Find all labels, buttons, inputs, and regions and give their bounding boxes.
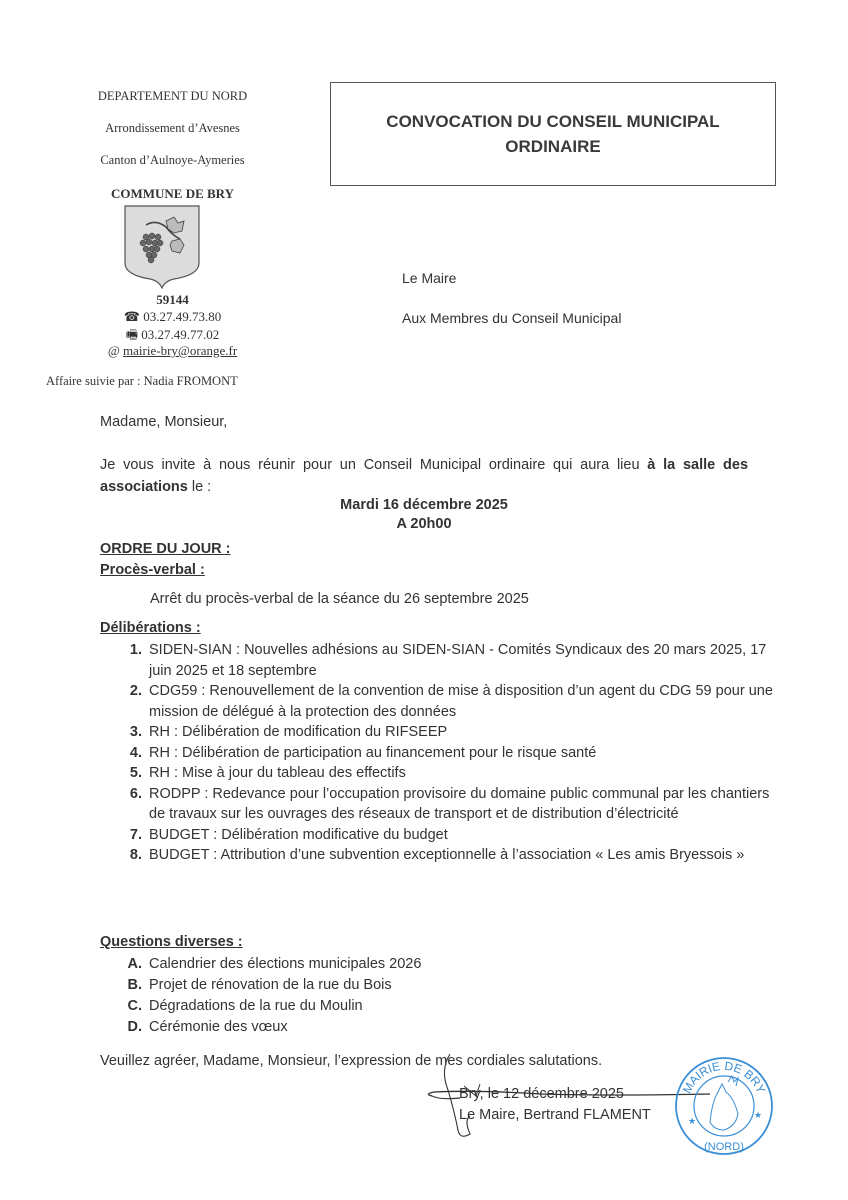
- svg-text:★: ★: [754, 1110, 763, 1120]
- deliberations-list: [100, 640, 780, 866]
- item-text: BUDGET : Attribution d’une subvention exceptionnelle à l’association « Les amis Bryessois »: [149, 847, 745, 863]
- list-item: [100, 722, 780, 743]
- list-item: [100, 640, 780, 681]
- sender: Le Maire: [402, 270, 457, 286]
- minutes-heading: Procès-verbal :: [100, 562, 205, 578]
- misc-questions-list: [100, 954, 780, 1038]
- list-item: [100, 743, 780, 764]
- item-number: 3.: [129, 724, 142, 740]
- salutation: Madame, Monsieur,: [100, 414, 228, 430]
- phone-number: 03.27.49.73.80: [143, 309, 222, 324]
- list-item: [100, 1017, 780, 1038]
- item-text: CDG59 : Renouvellement de la convention de mise à disposition d’un agent du CDG 59 pour une mission de délégué à la protection des données: [149, 683, 773, 720]
- stamp-bottom-text: (NORD): [704, 1141, 744, 1153]
- place-and-date: Bry, le 12 décembre 2025: [459, 1086, 624, 1102]
- fax-number: 03.27.49.77.02: [141, 327, 220, 342]
- svg-text:MAIRIE DE BRY: [680, 1059, 768, 1096]
- fax-icon: 🖷: [125, 327, 139, 342]
- postal-code: 59144: [156, 292, 189, 307]
- department-label: DEPARTEMENT DU NORD: [97, 89, 248, 103]
- list-item: [100, 975, 780, 996]
- item-number: 2.: [129, 683, 142, 699]
- list-item: [100, 825, 780, 846]
- agenda-heading: ORDRE DU JOUR :: [100, 541, 231, 557]
- item-text: Calendrier des élections municipales 2026: [149, 956, 422, 972]
- coat-of-arms-icon: [122, 203, 202, 289]
- list-item: [100, 954, 780, 975]
- closing-formula: Veuillez agréer, Madame, Monsieur, l’expression de mes cordiales salutations.: [100, 1053, 603, 1069]
- item-text: Dégradations de la rue du Moulin: [149, 998, 363, 1014]
- canton-label: Canton d’Aulnoye-Aymeries: [100, 153, 245, 167]
- minutes-item: Arrêt du procès-verbal de la séance du 26 septembre 2025: [150, 591, 529, 607]
- town-hall-stamp: [672, 1052, 776, 1156]
- item-text: RH : Délibération de modification du RIFSEEP: [149, 724, 448, 740]
- item-text: SIDEN-SIAN : Nouvelles adhésions au SIDEN-SIAN - Comités Syndicaux des 20 mars 2025, 17 juin 2025 et 18 septembre: [149, 642, 767, 679]
- item-letter: C.: [127, 998, 142, 1014]
- item-text: RH : Mise à jour du tableau des effectifs: [149, 765, 406, 781]
- signatory: Le Maire, Bertrand FLAMENT: [459, 1107, 651, 1123]
- item-number: 7.: [129, 826, 142, 843]
- meeting-time: A 20h00: [396, 516, 452, 532]
- list-item: [100, 784, 780, 825]
- item-number: 5.: [129, 765, 142, 781]
- list-item: [100, 996, 780, 1017]
- arrondissement-label: Arrondissement d’Avesnes: [105, 121, 240, 135]
- at-icon: @: [107, 343, 120, 358]
- invitation-paragraph: [100, 454, 748, 498]
- item-text: RH : Délibération de participation au financement pour le risque santé: [149, 744, 597, 761]
- item-letter: B.: [127, 977, 142, 993]
- title-line-1: CONVOCATION DU CONSEIL MUNICIPAL: [386, 112, 720, 131]
- invite-suffix: le :: [187, 479, 212, 495]
- item-text: Projet de rénovation de la rue du Bois: [149, 977, 392, 993]
- document-title-box: [330, 82, 776, 186]
- stamp-top-text: MAIRIE DE BRY: [679, 1058, 769, 1096]
- meeting-date: Mardi 16 décembre 2025: [340, 497, 508, 513]
- title-line-2: ORDINAIRE: [505, 137, 601, 156]
- item-number: 1.: [129, 642, 142, 658]
- item-text: RODPP : Redevance pour l’occupation provisoire du domaine public communal par les chantiers de travaux sur les ouvrages des réseaux de transport et de distribution d’électricité: [149, 785, 770, 822]
- meeting-venue: à la salle des associations: [100, 457, 749, 495]
- item-letter: D.: [127, 1019, 142, 1035]
- item-number: 8.: [129, 847, 142, 863]
- phone-icon: ☎: [123, 309, 140, 324]
- email-link[interactable]: mairie-bry@orange.fr: [123, 343, 238, 358]
- misc-questions-heading: Questions diverses :: [100, 934, 243, 950]
- recipient: Aux Membres du Conseil Municipal: [402, 310, 622, 326]
- item-letter: A.: [127, 956, 142, 972]
- email-line: [40, 343, 305, 359]
- item-text: Cérémonie des vœux: [149, 1019, 288, 1035]
- item-number: 6.: [129, 785, 142, 802]
- svg-text:★: ★: [688, 1116, 697, 1126]
- case-handler: Affaire suivie par : Nadia FROMONT: [46, 374, 238, 388]
- phone-line: [40, 309, 305, 325]
- deliberations-heading: Délibérations :: [100, 620, 201, 636]
- list-item: [100, 681, 780, 722]
- list-item: [100, 845, 780, 866]
- item-number: 4.: [129, 744, 142, 761]
- invite-text: Je vous invite à nous réunir pour un Conseil Municipal ordinaire qui aura lieu: [100, 457, 648, 473]
- list-item: [100, 763, 780, 784]
- commune-name: COMMUNE DE BRY: [110, 186, 235, 201]
- item-text: BUDGET : Délibération modificative du budget: [149, 826, 448, 843]
